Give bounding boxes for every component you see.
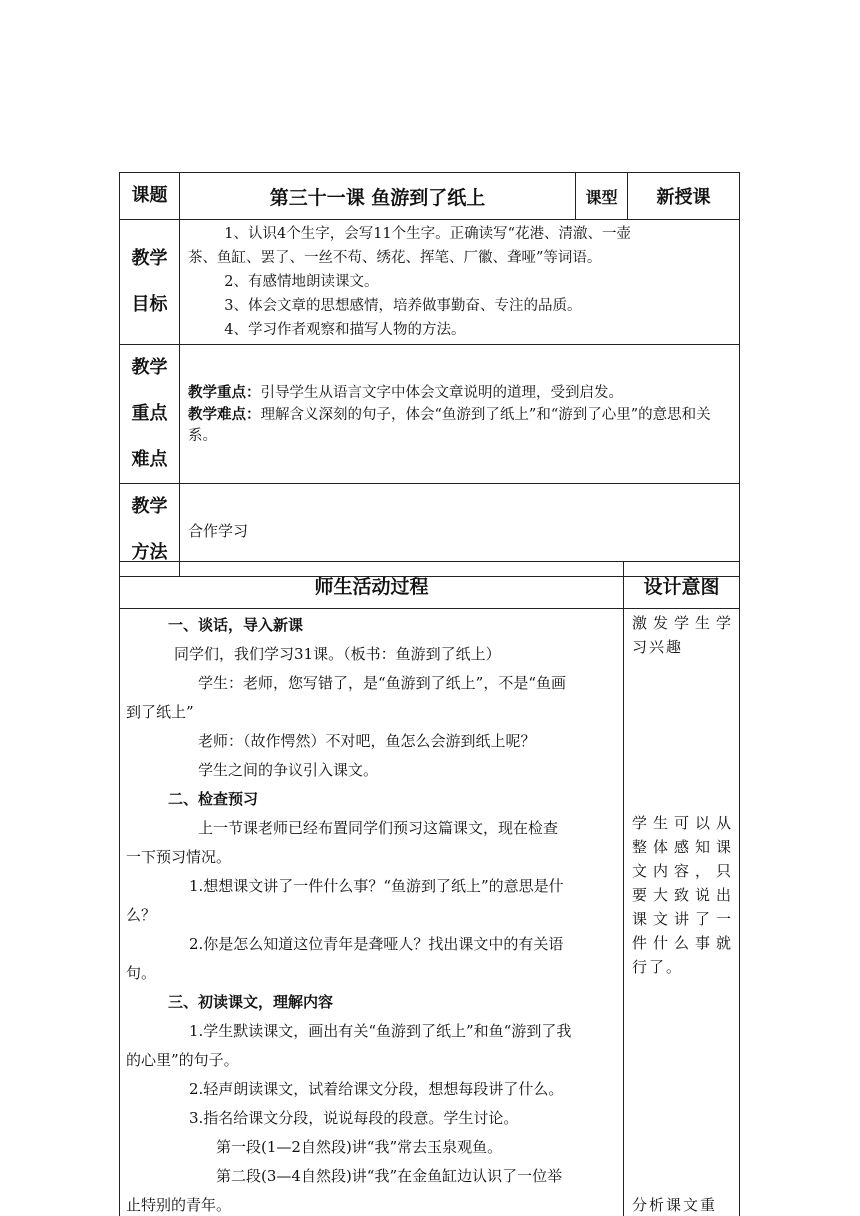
process-line: 3.指名给课文分段，说说每段的段意。学生讨论。	[189, 1109, 519, 1127]
key-point	[188, 382, 731, 404]
process-header: 师生活动过程	[120, 562, 624, 609]
process-line: 第二段(3—4自然段)讲“我”在金鱼缸边认识了一位举	[216, 1167, 563, 1185]
section-heading: 一、谈话，导入新课	[168, 616, 304, 634]
focus-label	[120, 345, 180, 484]
goals-content	[180, 220, 740, 345]
difficulty-text: 理解含义深刻的句子，体会“鱼游到了纸上”和“游到了心里”的意思和关系。	[188, 406, 711, 444]
lesson-label: 课题	[120, 173, 180, 220]
process-line: 同学们，我们学习31课。（板书：鱼游到了纸上）	[174, 645, 501, 663]
process-line: 2.轻声朗读课文，试着给课文分段，想想每段讲了什么。	[189, 1080, 564, 1098]
section-heading: 三、初读课文，理解内容	[168, 993, 334, 1011]
focus-label-line2: 重点	[131, 403, 168, 424]
difficulty-label: 教学难点：	[188, 405, 261, 423]
process-line: 学生之间的争议引入课文。	[198, 761, 379, 779]
process-line: 1.想想课文讲了一件什么事？“鱼游到了纸上”的意思是什	[189, 877, 564, 895]
goals-label-line2: 目标	[131, 294, 168, 315]
method-label-line2: 方法	[131, 542, 168, 563]
focus-label-line1: 教学	[131, 357, 168, 378]
goal-item: 2、有感情地朗读课文。	[224, 274, 379, 290]
key-point-label: 教学重点：	[188, 383, 261, 401]
intent-column	[624, 609, 740, 1216]
focus-content	[180, 345, 740, 484]
process-line: 老师：（故作愕然）不对吧，鱼怎么会游到纸上呢？	[198, 732, 536, 750]
method-label-line1: 教学	[131, 496, 168, 517]
process-line: 上一节课老师已经布置同学们预习这篇课文，现在检查	[198, 819, 559, 837]
goals-label	[120, 220, 180, 345]
type-label: 课型	[576, 173, 628, 220]
intent-note: 分析课文重	[632, 1196, 718, 1214]
focus-label-line3: 难点	[131, 449, 168, 470]
process-table	[119, 561, 740, 1216]
key-point-text: 引导学生从语言文字中体会文章说明的道理，受到启发。	[260, 384, 623, 401]
goal-item: 3、体会文章的思想感情，培养做事勤奋、专注的品质。	[224, 298, 582, 314]
goal-item: 1、认识4个生字，会写11个生字。正确读写“花港、清澈、一壶	[224, 226, 632, 242]
process-line: 学生：老师，您写错了，是“鱼游到了纸上”，不是“鱼画	[198, 674, 567, 692]
process-line: 止特别的青年。	[126, 1196, 232, 1214]
intent-note: 学生可以从整体感知课文内容，只要大致说出课文讲了一件什么事就行了。	[632, 814, 733, 976]
process-line: 的心里”的句子。	[126, 1051, 239, 1069]
process-line: 么？	[126, 906, 157, 924]
process-line: 2.你是怎么知道这位青年是聋哑人？找出课文中的有关语	[189, 935, 564, 953]
process-line: 1.学生默读课文，画出有关“鱼游到了纸上”和鱼“游到了我	[189, 1022, 572, 1040]
method-value: 合作学习	[180, 484, 740, 577]
process-line: 到了纸上”	[126, 703, 194, 721]
goal-item: 4、学习作者观察和描写人物的方法。	[224, 322, 466, 338]
process-content	[120, 609, 624, 1216]
type-value: 新授课	[628, 173, 740, 220]
lesson-title: 第三十一课 鱼游到了纸上	[180, 173, 576, 220]
process-line: 第一段(1—2自然段)讲“我”常去玉泉观鱼。	[216, 1138, 503, 1156]
intent-header: 设计意图	[624, 562, 740, 609]
section-heading: 二、检查预习	[168, 790, 259, 808]
difficulty	[188, 404, 731, 447]
goals-label-line1: 教学	[131, 248, 168, 269]
lesson-info-table	[119, 172, 740, 577]
process-line: 一下预习情况。	[126, 848, 232, 866]
intent-note: 激发学生学习兴趣	[632, 614, 733, 656]
goal-item: 茶、鱼缸、罢了、一丝不苟、绣花、挥笔、厂徽、聋哑”等词语。	[188, 250, 602, 266]
process-line: 句。	[126, 964, 157, 982]
